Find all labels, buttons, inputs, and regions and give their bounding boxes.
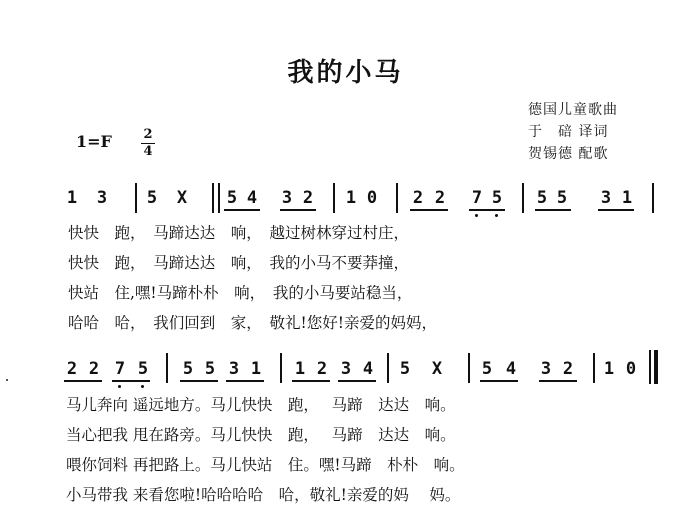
lyric-line: 哈哈 哈， 我们回到 家， 敬礼!您好!亲爱的妈妈， — [68, 314, 437, 332]
note: 3 — [96, 188, 108, 208]
note: 3 — [281, 188, 293, 208]
final-barline — [649, 350, 651, 384]
credit-origin: 德国儿童歌曲 — [528, 102, 618, 118]
note: 5 — [491, 188, 503, 208]
note: 5 — [137, 359, 149, 379]
note: 2 — [412, 188, 424, 208]
song-title: 我的小马 — [287, 58, 404, 88]
lyric-line: 马儿奔向 遥远地方。马儿快快 跑， 马蹄 达达 响。 — [66, 396, 456, 414]
note: 0 — [625, 359, 637, 379]
note: 4 — [246, 188, 258, 208]
note: 5 — [399, 359, 411, 379]
beam — [480, 380, 518, 382]
lyric-line: 快快 跑， 马蹄达达 响， 我的小马不要莽撞， — [68, 254, 410, 272]
note: 5 — [226, 188, 238, 208]
note: 7 — [114, 359, 126, 379]
beam — [226, 380, 264, 382]
note: 3 — [600, 188, 612, 208]
barline — [280, 353, 282, 383]
scan-speck — [6, 379, 8, 381]
beam — [64, 380, 102, 382]
note: 3 — [228, 359, 240, 379]
note: 2 — [562, 359, 574, 379]
note: 5 — [204, 359, 216, 379]
beam — [539, 380, 577, 382]
lyric-line: 快站 住,嘿!马蹄朴朴 响， 我的小马要站稳当， — [68, 284, 413, 302]
note: 1 — [250, 359, 262, 379]
note: 5 — [146, 188, 158, 208]
note: 5 — [536, 188, 548, 208]
note: 1 — [294, 359, 306, 379]
note: 2 — [88, 359, 100, 379]
note: X — [431, 359, 443, 379]
beam — [338, 380, 376, 382]
note: 3 — [340, 359, 352, 379]
credit-lyricist: 于 碚 译词 — [528, 124, 609, 140]
lyric-line: 喂你饲料 再把路上。马儿快站 住。嘿!马蹄 朴朴 响。 — [66, 456, 465, 474]
lyric-line: 快快 跑， 马蹄达达 响， 越过树林穿过村庄， — [68, 224, 410, 242]
note: 2 — [302, 188, 314, 208]
note: 0 — [366, 188, 378, 208]
note: 7 — [471, 188, 483, 208]
barline — [166, 353, 168, 383]
low-octave-dot — [141, 385, 144, 388]
low-octave-dot — [118, 385, 121, 388]
note: 3 — [540, 359, 552, 379]
note: X — [176, 188, 188, 208]
lyric-line: 小马带我 来看您啦!哈哈哈哈 哈，敬礼!亲爱的妈 妈。 — [66, 486, 461, 504]
note: 5 — [182, 359, 194, 379]
time-signature-top: 2 — [143, 127, 153, 142]
key-signature: 1=F — [76, 132, 112, 151]
barline — [468, 353, 470, 383]
note: 5 — [556, 188, 568, 208]
note: 1 — [66, 188, 78, 208]
beam — [292, 380, 330, 382]
final-barline-thick — [654, 350, 658, 384]
note: 4 — [505, 359, 517, 379]
barline — [387, 353, 389, 383]
beam — [180, 380, 218, 382]
note: 4 — [362, 359, 374, 379]
note: 5 — [481, 359, 493, 379]
note: 2 — [434, 188, 446, 208]
beam — [112, 380, 150, 382]
note: 1 — [603, 359, 615, 379]
note: 1 — [621, 188, 633, 208]
note: 2 — [316, 359, 328, 379]
note: 2 — [66, 359, 78, 379]
note: 1 — [345, 188, 357, 208]
credit-arranger: 贺锡德 配歌 — [528, 146, 609, 162]
time-signature-bottom: 4 — [143, 144, 153, 159]
barline — [593, 353, 595, 383]
lyric-line: 当心把我 甩在路旁。马儿快快 跑， 马蹄 达达 响。 — [66, 426, 456, 444]
